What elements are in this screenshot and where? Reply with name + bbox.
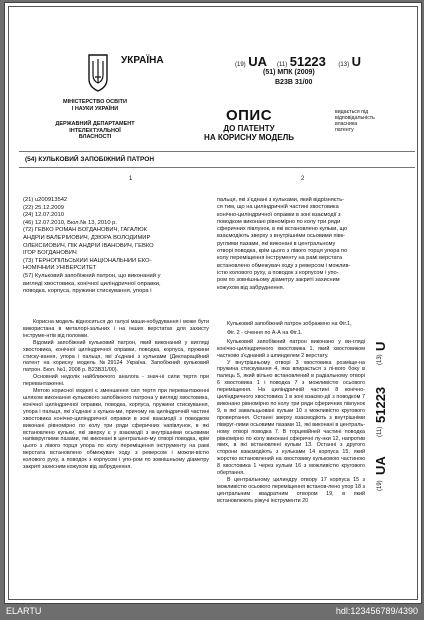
coat-of-arms-icon <box>87 53 109 93</box>
meta-row: ОЛЕКСІЙОВИЧ, ПІК АНДРІЙ ІВАНОВИЧ, ГЕВКО <box>23 242 154 249</box>
claim-line: встановлено обмежувач ходу з реверсом і можлив- <box>217 262 351 269</box>
claim-line: пальця, які з'єднані з кульками, який відрізняєть- <box>217 197 344 203</box>
side-code-13: (13) <box>377 354 383 365</box>
paragraph: Фіг. 2 - січення по А-А на Фіг.1. <box>227 329 303 336</box>
paragraph: У внутрішньому отворі 3 хвостовика розміще-на пружина стискування 4, яка впирається з лі-вого боку в палець 5, який вільно встановлений в радіальному отворі 6 хвостовика 1 і поводка 7 з можливістю осьового переміщення. На циліндричній частині 8 конічно-циліндричного хвостовика 1 в зоні взаємо-дії з поводком 7 виконано рівномірно по колу три ряди сферичних півлунок 9, в які завальцьовані кульки 10 з можливістю кругового провертання. Останні зверху взаємодіють з внутрішніми півкруг-лими осьовими пазами 11, які виконані в централь-ному отворі поводка 7. В торцевійней частині поводка рівномірно по колу виконані сферичні лу-нки 12, напротив яких, в які встановлені кульки 13. Останні з другого сторони взаємодіють з кульками 14 корпуса 15, який жорстко встановлений на хвостовику кульковою частиною 8 хвостовика 1 через кульки 16 з можливістю кругового обертання. <box>217 359 365 477</box>
description-left-column <box>23 319 209 471</box>
claim-line: сферичних півлунок, в які встановлено кульки, що <box>217 226 348 233</box>
divider <box>19 151 415 152</box>
paragraph: Кульковий запобіжний патрон зображено на Фіг.1, <box>227 321 352 327</box>
department-name <box>25 121 165 141</box>
paragraph: В центральному цилиндру отвору 17 корпуса 15 з можливістю осьового переміщення встанов-лено упор 18 з центральним квадратним отвором 19, в який встановлюють ріжучі інструменти 20 <box>217 476 365 504</box>
claim-line: взаємодіють зверху з внутрішніми осьовими півк- <box>217 233 346 240</box>
meta-row: (22) 25.12.2009 <box>23 204 64 211</box>
side-patent-number: 51223 <box>373 386 388 423</box>
note-line: власника <box>335 121 358 127</box>
note-line: видається під <box>335 109 369 115</box>
patent-number: 51223 <box>289 54 326 69</box>
claim-line: істю колового руху, а поводок з корпусом і упо- <box>217 269 339 276</box>
ministry-line: І НАУКИ УКРАЇНИ <box>71 105 119 112</box>
claim-line: руглими пазами, які виконані в центральному <box>217 240 336 247</box>
patent-page <box>4 2 422 604</box>
patent-kind: U <box>351 54 361 69</box>
claim-line: ром по зовнішньому діаметру закриті захисним <box>217 277 340 284</box>
code-13: (13) <box>338 62 350 68</box>
side-country-code: UA <box>373 456 388 475</box>
mpk-year: (2009) <box>294 69 315 76</box>
column-number-left: 1 <box>129 176 133 182</box>
meta-row: (57) Кульковий запобіжний патрон, що виконаний у <box>23 272 161 279</box>
paragraph: Корисна модель відноситься до галузі маши-нобудування і може бути використана в металорі-зальних і на інших верстатах для захисту інструме-нтів від поломки. <box>23 319 209 339</box>
mpk-prefix: (51) МПК <box>263 69 293 76</box>
claim-continuation <box>217 197 401 292</box>
note-line: відповідальність <box>335 115 375 121</box>
country-name: УКРАЇНА <box>121 55 164 66</box>
department-line: ДЕРЖАВНИЙ ДЕПАРТАМЕНТ <box>55 121 135 127</box>
claim-line: ся тим, що на циліндричній частині хвостовика <box>217 204 339 211</box>
document-title-main: ОПИС <box>225 107 273 124</box>
paragraph: Відомий запобіжний кульковий патрон, який виконаний у вигляді хвостовика, конічної циліндричної оправки, поводка, корпуса, пружини стиску-вання, упора і пальця, які з'єднані з кульками (Деклараційний патент на корисну модель №29124 Україна. Запобіжний кульковий патрон. Бюл. №1, 2008 р. B23B31/00). <box>23 339 209 374</box>
side-code-19: (19) <box>377 480 383 491</box>
claim-line: колу переміщення інструменту на рамі верстата <box>217 255 343 262</box>
note-line: патенту <box>335 127 354 133</box>
page-frame <box>8 6 418 600</box>
document-title-line: ДО ПАТЕНТУ <box>223 124 275 133</box>
document-title <box>179 107 319 142</box>
code-19: (19) <box>235 62 246 68</box>
meta-row: поводка, корпуса, пружини стискування, упора і <box>23 288 152 295</box>
paragraph: Кульковий запобіжний патрон виконано у ви-гляді конічно-циліндричного хвостовика 1, який хвостовиком частково з'єднаний з шпинделем 2 верстату. <box>217 338 365 359</box>
meta-row: (73) ТЕРНОПІЛЬСЬКИЙ НАЦІОНАЛЬНИЙ ЕКО- <box>23 257 152 264</box>
meta-row: вигляді хвостовика, конічної циліндричної оправки, <box>23 280 161 287</box>
department-line: ІНТЕЛЕКТУАЛЬНОЇ <box>69 127 121 134</box>
document-title-line: НА КОРИСНУ МОДЕЛЬ <box>204 133 294 142</box>
claim-line: отворі поводка, крім цього з лівого торця упора по <box>217 248 348 255</box>
viewer-footer <box>0 604 424 620</box>
ministry-line: МІНІСТЕРСТВО ОСВІТИ <box>63 99 127 105</box>
country-code: UA <box>248 54 267 69</box>
footer-left-label: ELARTU <box>6 606 42 616</box>
code-11: (11) <box>276 62 288 68</box>
meta-row: (24) 12.07.2010 <box>23 212 64 219</box>
classification: B23B 31/00 <box>275 79 313 86</box>
responsibility-note <box>335 109 411 133</box>
divider <box>19 167 415 168</box>
footer-handle[interactable]: hdl:123456789/4390 <box>335 606 418 616</box>
description-right-column <box>217 321 365 505</box>
paragraph: Метою корисної моделі є зменшення сил тертя при перевантаженні шляхом виконання кулькового запобіжного патрона у вигляді хвостовика, конічної циліндричної оправки, поводка, корпуса, пружини стискування, упора і пальця, які з'єднані з кулька-ми, причому на циліндричній частині хвостовика конічно-циліндричної оправки в зоні взаємодії з поводком виконані рівномірно по колу три ряди сферичних напівлунок, в які встановлено кульки, які зверху є у взаємодії з внутрішніми осьовими напівкруглими пазами, які виконані в центрально-му отворі поводка, крім цього з лівого торця упора по колу переміщення інструменту на рамі верстата встановлено обмежувач ходу з реверсом і можли-вістю колового руху, а поводок з корпусом і упо-ром по зовнішньому діаметру закриті захисним кожухом від забруднення. <box>23 388 209 471</box>
ministry-name <box>25 99 165 112</box>
bibliographic-data <box>23 197 209 296</box>
column-number-right: 2 <box>301 176 305 182</box>
meta-row: ІГОР БОГДАНОВИЧ <box>23 250 77 257</box>
claim-line: поводком виконані рівномірно по колу три ряди <box>217 218 341 225</box>
meta-row: АНДРІЙ ВАЛЕРІЙОВИЧ, ДЗЮРА ВОЛОДИМИР <box>23 234 151 241</box>
meta-row: (46) 12.07.2010, Бюл.№ 13, 2010 р. <box>23 219 118 226</box>
mpk-line <box>263 69 315 76</box>
invention-title: (54) КУЛЬКОВИЙ ЗАПОБІЖНИЙ ПАТРОН <box>25 156 155 163</box>
vertical-patent-number <box>369 325 409 491</box>
meta-row: (72) ГЕВКО РОМАН БОГДАНОВИЧ, ГАГАЛЮК <box>23 227 147 234</box>
meta-row: (21) u200913542 <box>23 197 68 203</box>
side-kind: U <box>373 341 388 351</box>
patent-number-row <box>235 54 361 69</box>
meta-row: НОМІЧНИЙ УНІВЕРСИТЕТ <box>23 265 97 272</box>
side-code-11: (11) <box>377 426 383 437</box>
paragraph: Основний недолік найближчого аналога - знач-ні сили тертя при перевантаженні. <box>23 374 209 388</box>
claim-line: кожухом від забруднення. <box>217 284 285 291</box>
claim-line: конічно-циліндричної оправки в зоні взаємодії з <box>217 211 341 218</box>
department-line: ВЛАСНОСТІ <box>78 134 112 140</box>
